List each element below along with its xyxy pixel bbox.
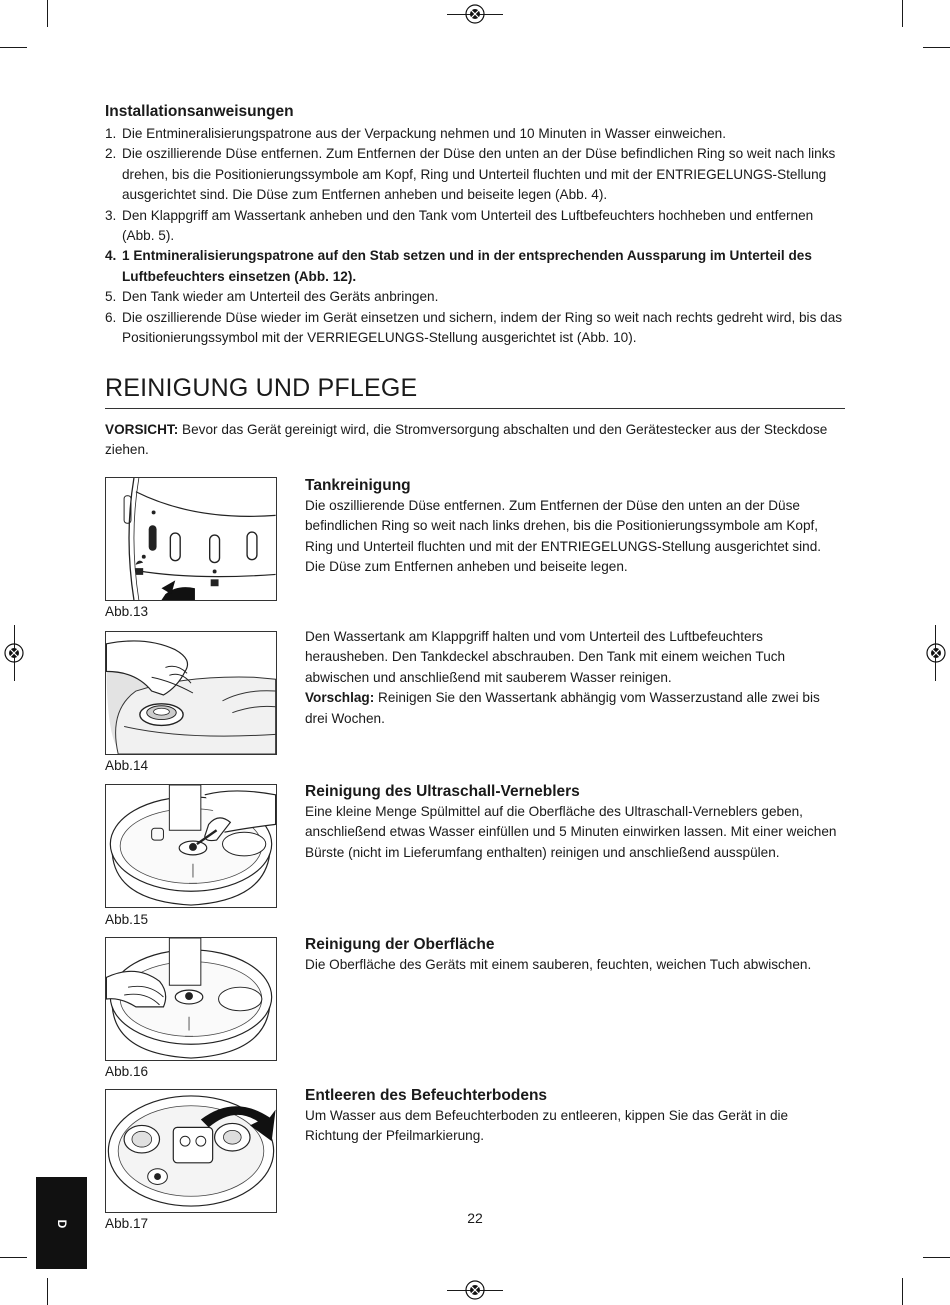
figure-16-illustration — [105, 937, 277, 1061]
section-title: REINIGUNG UND PFLEGE — [105, 370, 845, 409]
crop-mark — [47, 1278, 48, 1305]
figure-13-label: Abb.13 — [105, 604, 149, 619]
crop-mark — [902, 1278, 903, 1305]
figure-15-illustration — [105, 784, 277, 908]
caution-label: VORSICHT: — [105, 422, 179, 437]
crop-mark — [47, 0, 48, 27]
registration-mark-icon — [3, 642, 25, 664]
list-item: 2. Die oszillierende Düse entfernen. Zum Entfernen der Düse den unten an der Düse befindlichen Ring so weit nach links drehen, bis die Positionierungssymbole am Kopf, Ring und Unterteil fluchten und mit der ENTRIEGELUNGS-Stellung ausgerichtet sind. Die Düse zum Entfernen anheben und beiseite legen (Abb. 4). — [105, 146, 836, 203]
tank-cleaning-heading: Tankreinigung — [305, 477, 411, 494]
surface-heading: Reinigung der Oberfläche — [305, 936, 495, 953]
crop-mark — [0, 1257, 27, 1258]
installation-list — [105, 124, 845, 348]
tank-cleaning-text: Die oszillierende Düse entfernen. Zum Entfernen der Düse den unten an der Düse befindlichen Ring so weit nach links drehen, bis die Positionierungssymbole am Kopf, Ring und Unterteil fluchten und mit der ENTRIEGELUNGS-Stellung ausgerichtet sind. Die Düse zum Entfernen anheben und beiseite legen. — [305, 498, 822, 575]
figure-17-label: Abb.17 — [105, 1216, 149, 1231]
surface-text: Die Oberfläche des Geräts mit einem sauberen, feuchten, weichen Tuch abwischen. — [305, 957, 812, 972]
ultrasonic-block — [305, 782, 845, 863]
tank-tip — [305, 688, 845, 729]
tip-text: Reinigen Sie den Wassertank abhängig vom Wasserzustand alle zwei bis drei Wochen. — [305, 690, 820, 726]
registration-mark-icon — [464, 1279, 486, 1301]
list-item: 3. Den Klappgriff am Wassertank anheben und den Tank vom Unterteil des Luftbefeuchters hochheben und entfernen (Abb. 5). — [105, 207, 814, 244]
surface-block — [305, 935, 845, 975]
ultrasonic-heading: Reinigung des Ultraschall-Verneblers — [305, 783, 580, 800]
tip-label: Vorschlag: — [305, 690, 375, 706]
installation-section — [105, 102, 845, 348]
figure-17-illustration — [105, 1089, 277, 1213]
installation-heading: Installationsanweisungen — [105, 103, 294, 120]
figure-14-label: Abb.14 — [105, 758, 149, 773]
crop-mark — [923, 47, 950, 48]
registration-mark-icon — [464, 3, 486, 25]
tank-handling-text: Den Wassertank am Klappgriff halten und vom Unterteil des Luftbefeuchters herausheben. Den Tankdeckel abschrauben. Den Tank mit einem weichen Tuch abwischen und anschließend mit sauberem Wasser reinigen. — [305, 629, 786, 685]
empty-text: Um Wasser aus dem Befeuchterboden zu entleeren, kippen Sie das Gerät in die Richtung der Pfeilmarkierung. — [305, 1108, 789, 1144]
registration-mark-icon — [925, 642, 947, 664]
tank-cleaning-block — [305, 476, 845, 578]
figure-13-illustration — [105, 477, 277, 601]
crop-mark — [0, 47, 27, 48]
list-item: 6. Die oszillierende Düse wieder im Gerät einsetzen und sichern, indem der Ring so weit nach rechts gedreht wird, bis das Positionierungssymbol mit der VERRIEGELUNGS-Stellung ausgerichtet ist (Abb. 10). — [105, 309, 843, 346]
crop-mark — [923, 1257, 950, 1258]
caution-text: Bevor das Gerät gereinigt wird, die Stromversorgung abschalten und den Gerätestecker aus der Steckdose ziehen. — [105, 422, 828, 458]
language-tab — [36, 1177, 87, 1269]
caution-note — [105, 420, 845, 461]
empty-block — [305, 1086, 845, 1147]
list-item: 1. Die Entmineralisierungspatrone aus der Verpackung nehmen und 10 Minuten in Wasser einweichen. — [105, 126, 727, 141]
crop-mark — [902, 0, 903, 27]
ultrasonic-text: Eine kleine Menge Spülmittel auf die Oberfläche des Ultraschall-Verneblers geben, anschließend etwas Wasser einfüllen und 5 Minuten einwirken lassen. Mit einer weichen Bürste (nicht im Lieferumfang enthalten) reinigen und anschließend ausspülen. — [305, 804, 837, 860]
page-number: 22 — [467, 1210, 483, 1226]
list-item: 4. 1 Entmineralisierungspatrone auf den Stab setzen und in der entsprechenden Aussparung im Unterteil des Luftbefeuchters einsetzen (Abb. 12). — [105, 248, 812, 284]
empty-heading: Entleeren des Befeuchterbodens — [305, 1087, 548, 1104]
tank-handling-block — [305, 627, 845, 729]
list-item: 5. Den Tank wieder am Unterteil des Geräts anbringen. — [105, 289, 439, 305]
figure-16-label: Abb.16 — [105, 1064, 149, 1079]
language-tab-label: D — [54, 1219, 69, 1229]
figure-14-illustration — [105, 631, 277, 755]
figure-15-label: Abb.15 — [105, 912, 149, 927]
